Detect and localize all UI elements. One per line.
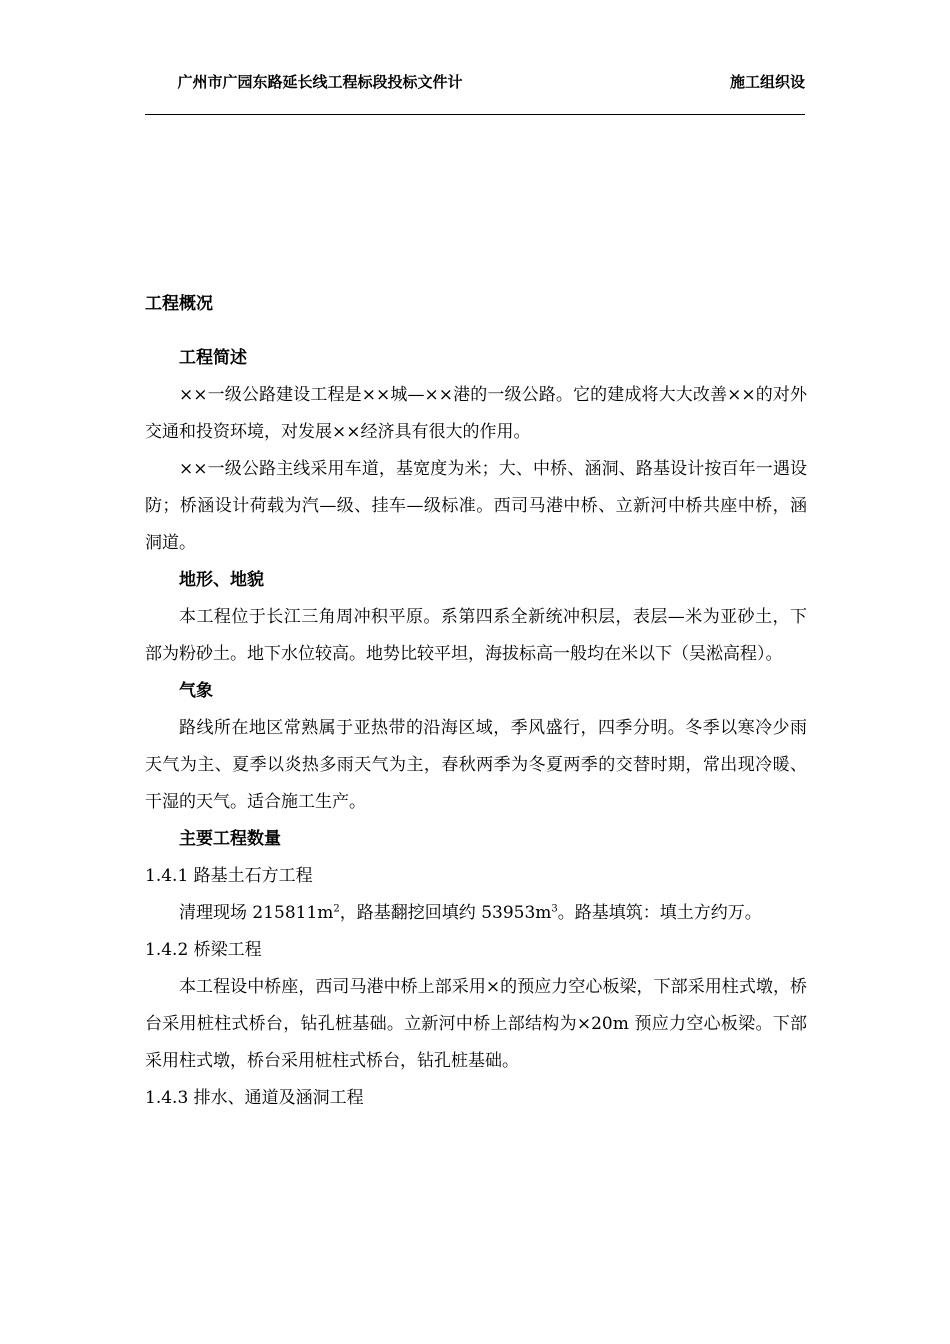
- paragraph: 本工程设中桥座，西司马港中桥上部采用×的预应力空心板梁，下部采用柱式墩，桥台采用桩柱式桥台，钻孔桩基础。立新河中桥上部结构为×20m 预应力空心板梁。下部采用柱式墩，桥台采用桩柱式桥台，钻孔桩基础。: [145, 977, 807, 1071]
- section-heading-quantities: 主要工程数量: [179, 829, 281, 849]
- chapter-title: 工程概况: [145, 294, 213, 314]
- subsection-heading-bridges: 1.4.2 桥梁工程: [145, 940, 262, 960]
- superscript: 2: [333, 903, 340, 915]
- text-run: ，路基翻挖回填约 53953m: [339, 903, 552, 923]
- paragraph: 路线所在地区常熟属于亚热带的沿海区域，季风盛行，四季分明。冬季以寒冷少雨天气为主、夏季以炎热多雨天气为主，春秋两季为冬夏两季的交替时期，常出现冷暖、干湿的天气。适合施工生产。: [145, 718, 807, 812]
- header-document-title: 广州市广园东路延长线工程标段投标文件计: [177, 73, 463, 91]
- superscript: 3: [551, 903, 558, 915]
- text-run: 清理现场 215811m: [179, 903, 334, 923]
- paragraph: 本工程位于长江三角周冲积平原。系第四系全新统冲积层，表层—米为亚砂土，下部为粉砂土。地下水位较高。地势比较平坦，海拔标高一般均在米以下（吴淞高程）。: [145, 607, 807, 664]
- page-header: [145, 66, 805, 115]
- header-section-title: 施工组织设: [729, 73, 805, 91]
- paragraph: ××一级公路主线采用车道，基宽度为米；大、中桥、涵洞、路基设计按百年一遇设防；桥涵设计荷载为汽—级、挂车—级标准。西司马港中桥、立新河中桥共座中桥，涵洞道。: [145, 459, 807, 553]
- section-heading-overview: 工程简述: [179, 348, 247, 368]
- text-run: 。路基填筑：填土方约万。: [557, 903, 762, 923]
- document-body: [145, 280, 807, 1117]
- section-heading-terrain: 地形、地貌: [179, 570, 264, 590]
- subsection-heading-drainage: 1.4.3 排水、通道及涵洞工程: [145, 1088, 364, 1108]
- subsection-heading-earthwork: 1.4.1 路基土石方工程: [145, 866, 313, 886]
- paragraph: [145, 895, 807, 932]
- section-heading-weather: 气象: [179, 681, 213, 701]
- paragraph: ××一级公路建设工程是××城—××港的一级公路。它的建成将大大改善××的对外交通和投资环境，对发展××经济具有很大的作用。: [145, 385, 807, 442]
